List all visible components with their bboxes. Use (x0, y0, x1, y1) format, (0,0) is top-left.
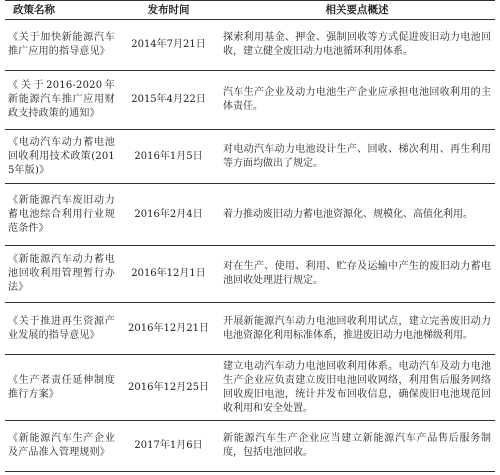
policy-name-cell: 《生产者责任延伸制度推行方案》 (5, 355, 118, 421)
release-date-cell: 2016年12月1日 (118, 246, 219, 303)
table-row (5, 421, 495, 472)
table-row (5, 246, 495, 303)
policy-name-cell: 《关于加快新能源汽车推广应用的指导意见》 (5, 20, 118, 71)
policy-name-cell: 《关于2016-2020年新能源汽车推广应用财政支持政策的通知》 (5, 71, 118, 130)
release-date-cell: 2016年12月21日 (118, 303, 219, 355)
summary-cell: 新能源汽车生产企业应当建立新能源汽车产品售后服务制度，包括电池回收。 (219, 421, 495, 472)
policy-name-cell: 《新能源汽车生产企业及产品准入管理规则》 (5, 421, 118, 472)
table-row (5, 20, 495, 71)
summary-cell: 对电动汽车动力电池设计生产、回收、梯次利用、再生利用等方面均做出了规定。 (219, 130, 495, 184)
summary-cell: 探索利用基金、押金、强制回收等方式促进废旧动力电池回收，建立健全废旧动力电池循环利用体系。 (219, 20, 495, 71)
release-date-cell: 2015年4月22日 (118, 71, 219, 130)
header-release-date: 发布时间 (118, 1, 219, 20)
header-policy-name: 政策名称 (5, 1, 118, 20)
policy-name-cell: 《新能源汽车动力蓄电池回收利用管理暂行办法》 (5, 246, 118, 303)
release-date-cell: 2016年1月5日 (118, 130, 219, 184)
table-row (5, 130, 495, 184)
table-row (5, 184, 495, 246)
policy-name-cell: 《新能源汽车废旧动力蓄电池综合利用行业规范条件》 (5, 184, 118, 246)
release-date-cell: 2016年12月25日 (118, 355, 219, 421)
policy-name-cell: 《关于推进再生资源产业发展的指导意见》 (5, 303, 118, 355)
summary-cell: 汽车生产企业及动力电池生产企业应承担电池回收利用的主体责任。 (219, 71, 495, 130)
release-date-cell: 2017年1月6日 (118, 421, 219, 472)
table-header-row (5, 1, 495, 20)
header-summary: 相关要点概述 (219, 1, 495, 20)
table-row (5, 71, 495, 130)
summary-cell: 开展新能源汽车动力电池回收利用试点，建立完善废旧动力电池资源化利用标准体系，推进废旧动力电池梯级利用。 (219, 303, 495, 355)
policy-table (5, 0, 495, 472)
table-row (5, 355, 495, 421)
summary-cell: 建立电动汽车动力电池回收利用体系。电动汽车及动力电池生产企业应负责建立废旧电池回收网络，利用售后服务网络回收废旧电池，统计并发布回收信息，确保废旧电池规范回收利用和安全处置。 (219, 355, 495, 421)
summary-cell: 着力推动废旧动力蓄电池资源化、规模化、高值化利用。 (219, 184, 495, 246)
release-date-cell: 2014年7月21日 (118, 20, 219, 71)
table-row (5, 303, 495, 355)
summary-cell: 对在生产、使用、利用、贮存及运输中产生的废旧动力蓄电池回收处理进行规定。 (219, 246, 495, 303)
release-date-cell: 2016年2月4日 (118, 184, 219, 246)
policy-name-cell: 《电动汽车动力蓄电池回收利用技术政策(2015年版)》 (5, 130, 118, 184)
